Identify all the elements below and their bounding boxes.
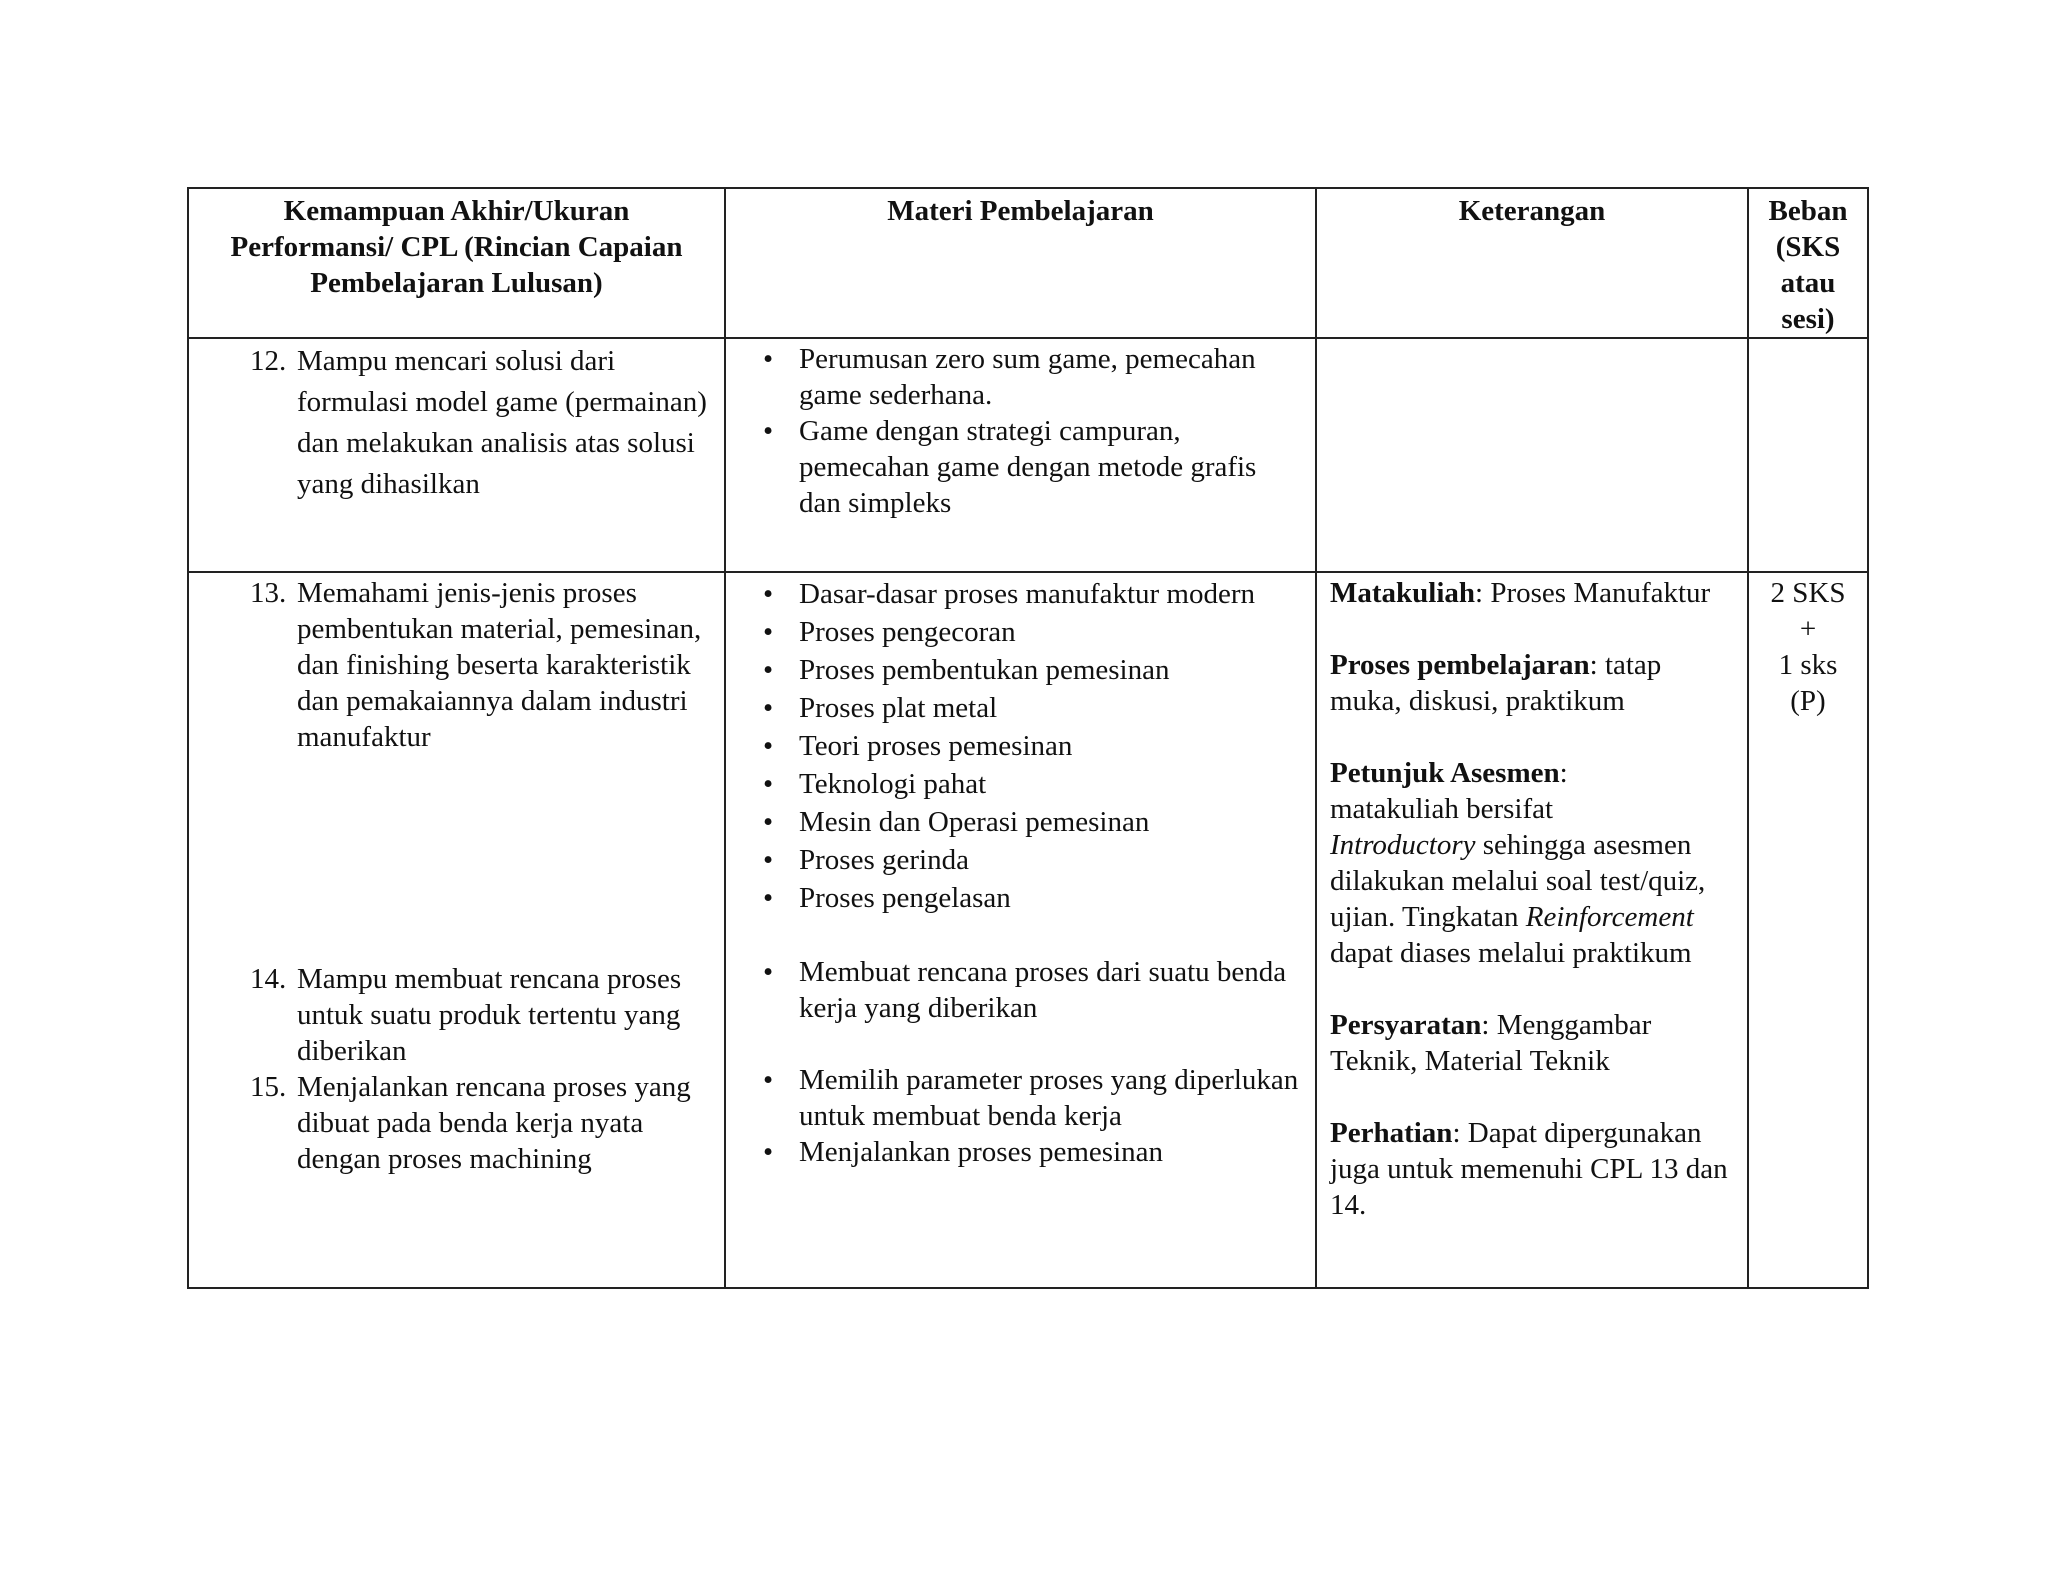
cpl-list xyxy=(202,575,711,1177)
list-item: • Teknologi pahat xyxy=(739,765,1302,803)
perhatian-value: : Dapat dipergunakan juga untuk memenuhi CPL 13 dan 14. xyxy=(1330,1117,1728,1221)
beban-line: 2 SKS xyxy=(1770,577,1846,609)
list-item: • Game dengan strategi campuran, pemecahan game dengan metode grafis dan simpleks xyxy=(739,413,1302,521)
beban-line: 1 sks xyxy=(1778,649,1838,681)
list-item: • Teori proses pemesinan xyxy=(739,727,1302,765)
proses-note xyxy=(1330,647,1734,719)
spacer xyxy=(739,917,1302,954)
list-item: • Menjalankan proses pemesinan xyxy=(739,1134,1302,1170)
list-item xyxy=(202,575,711,755)
list-item xyxy=(202,1069,711,1177)
perhatian-note xyxy=(1330,1115,1734,1223)
list-item: • Dasar-dasar proses manufaktur modern xyxy=(739,575,1302,613)
materi-list xyxy=(739,341,1302,521)
spacer xyxy=(739,1026,1302,1062)
list-item: • Proses plat metal xyxy=(739,689,1302,727)
matakuliah-note xyxy=(1330,575,1734,611)
list-item: • Mesin dan Operasi pemesinan xyxy=(739,803,1302,841)
materi-cell xyxy=(725,338,1316,572)
list-item: • Proses pembentukan pemesinan xyxy=(739,651,1302,689)
beban-cell xyxy=(1748,338,1868,572)
item-number: 12. xyxy=(250,345,287,377)
header-materi: Materi Pembelajaran xyxy=(725,188,1316,338)
list-item: • Proses pengecoran xyxy=(739,613,1302,651)
materi-list xyxy=(739,575,1302,917)
table-row xyxy=(188,338,1868,572)
list-item: • Perumusan zero sum game, pemecahan game sederhana. xyxy=(739,341,1302,413)
header-keterangan: Keterangan xyxy=(1316,188,1748,338)
persyaratan-value: : Menggambar Teknik, Material Teknik xyxy=(1330,1009,1652,1077)
keterangan-cell xyxy=(1316,338,1748,572)
materi-list xyxy=(739,1062,1302,1170)
persyaratan-note xyxy=(1330,1007,1734,1079)
list-item: • Membuat rencana proses dari suatu benda kerja yang diberikan xyxy=(739,954,1302,1026)
beban-line: (P) xyxy=(1790,685,1826,717)
header-row xyxy=(188,188,1868,338)
item-text: Memahami jenis-jenis proses pembentukan material, pemesinan, dan finishing beserta karakteristik dan pemakaiannya dalam industri manufaktur xyxy=(297,577,702,753)
item-number: 15. xyxy=(250,1071,287,1103)
list-item xyxy=(202,341,711,505)
beban-cell xyxy=(1748,572,1868,1288)
perhatian-label: Perhatian xyxy=(1330,1117,1453,1149)
header-beban: Beban (SKS atau sesi) xyxy=(1748,188,1868,338)
keterangan-cell xyxy=(1316,572,1748,1288)
materi-list xyxy=(739,954,1302,1026)
item-number: 14. xyxy=(250,963,287,995)
proses-value: : tatap muka, diskusi, praktikum xyxy=(1330,649,1662,717)
persyaratan-label: Persyaratan xyxy=(1330,1009,1482,1041)
table-row xyxy=(188,572,1868,1288)
item-text: Mampu membuat rencana proses untuk suatu produk tertentu yang diberikan xyxy=(297,963,682,1067)
matakuliah-label: Matakuliah xyxy=(1330,577,1476,609)
introductory-term: Introductory xyxy=(1330,829,1476,861)
item-number: 13. xyxy=(250,577,287,609)
beban-line: + xyxy=(1799,613,1817,645)
petunjuk-colon: : xyxy=(1559,757,1568,789)
list-item: • Proses pengelasan xyxy=(739,879,1302,917)
curriculum-table xyxy=(187,187,1869,1289)
proses-label: Proses pembelajaran xyxy=(1330,649,1590,681)
petunjuk-text: matakuliah bersifat xyxy=(1330,793,1554,825)
petunjuk-text: sehingga asesmen dilakukan melalui soal test/quiz, ujian. Tingkatan xyxy=(1330,829,1706,933)
matakuliah-value: : Proses Manufaktur xyxy=(1475,577,1711,609)
header-cpl: Kemampuan Akhir/Ukuran Performansi/ CPL (Rincian Capaian Pembelajaran Lulusan) xyxy=(188,188,725,338)
petunjuk-text: dapat diases melalui praktikum xyxy=(1330,937,1692,969)
cpl-list xyxy=(202,341,711,505)
petunjuk-note xyxy=(1330,755,1734,971)
list-item xyxy=(202,961,711,1069)
item-text: Menjalankan rencana proses yang dibuat pada benda kerja nyata dengan proses machining xyxy=(297,1071,691,1175)
petunjuk-label: Petunjuk Asesmen xyxy=(1330,757,1560,789)
list-item: • Proses gerinda xyxy=(739,841,1302,879)
item-text: Mampu mencari solusi dari formulasi model game (permainan) dan melakukan analisis atas solusi yang dihasilkan xyxy=(297,345,707,500)
cpl-cell xyxy=(188,572,725,1288)
reinforcement-term: Reinforcement xyxy=(1525,901,1694,933)
materi-cell xyxy=(725,572,1316,1288)
cpl-cell xyxy=(188,338,725,572)
list-item: • Memilih parameter proses yang diperlukan untuk membuat benda kerja xyxy=(739,1062,1302,1134)
